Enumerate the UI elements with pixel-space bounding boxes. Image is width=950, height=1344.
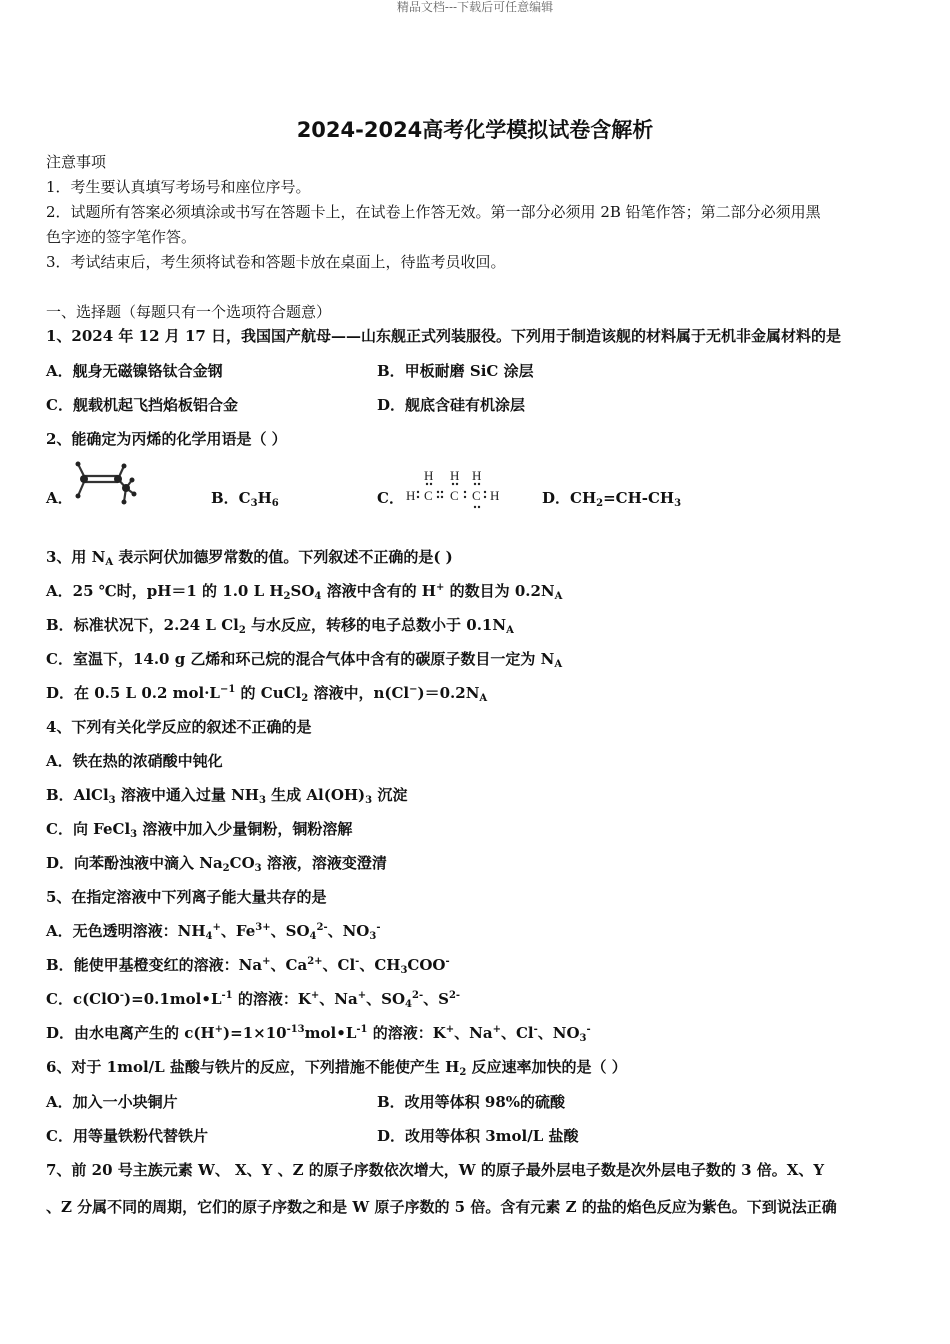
notice-item-2: 2．试题所有答案必须填涂或书写在答题卡上，在试卷上作答无效。第一部分必须用 2B 铅笔作答；第二部分必须用黑: [46, 203, 821, 221]
q1-option-d: D．舰底含硅有机涂层: [377, 396, 526, 414]
q1-option-a: A．舰身无磁镍铬钛合金钢: [46, 362, 223, 380]
q6-option-c: C．用等量铁粉代替铁片: [46, 1127, 208, 1145]
q4-option-a: A．铁在热的浓硝酸中钝化: [46, 752, 223, 770]
q2-option-d: D．$CH_2=CH-CH_3$: [542, 489, 682, 509]
q3-option-a: A．25 ℃时，pH＝1 的 1.0 L $H_2SO_4$ 溶液中含有的 H+ 的数目为 $0.2N_A$: [46, 582, 563, 602]
notice-item-2-cont: 色字迹的签字笔作答。: [46, 228, 197, 246]
svg-text:C: C: [472, 488, 481, 503]
q6-option-a: A．加入一小块铜片: [46, 1093, 178, 1111]
q4-stem: 4、下列有关化学反应的叙述不正确的是: [46, 718, 312, 736]
q1-stem: 1、2024 年 12 月 17 日，我国国产航母——山东舰正式列装服役。下列用于制造该舰的材料属于无机非金属材料的是: [46, 327, 842, 345]
q7-stem-line-1: 7、前 20 号主族元素 W、 X、Y 、Z 的原子序数依次增大，W 的原子最外层电子数是次外层电子数的 3 倍。X、Y: [46, 1161, 825, 1179]
q4-option-b: B．AlCl$_3$ 溶液中通入过量 $NH_3$ 生成 $Al(OH)_3$ 沉淀: [46, 786, 408, 806]
q2-option-b: B．$C_3H_6$: [211, 489, 279, 509]
q3-stem: 3、用 $N_A$ 表示阿伏加德罗常数的值。下列叙述不正确的是( ): [46, 548, 453, 568]
propene-ball-stick-model: [74, 458, 140, 510]
svg-text:H: H: [406, 488, 416, 503]
q5-stem: 5、在指定溶液中下列离子能大量共存的是: [46, 888, 327, 906]
q4-option-c: C．向 FeCl$_3$ 溶液中加入少量铜粉，铜粉溶解: [46, 820, 353, 840]
q5-option-a: A．无色透明溶液：$NH_4^+$、$Fe^{3+}$、$SO_4^{2-}$、$NO_3^-$: [46, 922, 381, 942]
q5-option-d: D．由水电离产生的 $c(H^+)=1\times 10^{-13}mol•L^{-1}$ 的溶液：K+、Na+、Cl-、$NO_3^-$: [46, 1024, 591, 1044]
section-heading: 一、选择题（每题只有一个选项符合题意）: [46, 303, 332, 321]
q2-option-a: A．: [46, 489, 73, 507]
q3-option-d: D．在 0.5 L 0.2 $mol\cdot L^{-1}$ 的 CuCl$_2$ 溶液中，$n(Cl^-)=0.2N_A$: [46, 684, 488, 704]
q6-stem: 6、对于 1mol/L 盐酸与铁片的反应，下列措施不能使产生 $H_2$ 反应速率加快的是（ ）: [46, 1058, 627, 1078]
propene-electron-dot-formula: [404, 466, 504, 512]
q6-option-d: D．改用等体积 3mol/L 盐酸: [377, 1127, 579, 1145]
notice-heading: 注意事项: [46, 153, 107, 171]
svg-text:H: H: [490, 488, 500, 503]
q1-option-b: B．甲板耐磨 SiC 涂层: [377, 362, 534, 380]
page-header: 精品文档---下载后可任意编辑: [396, 0, 554, 14]
q3-option-c: C．室温下，14.0 g 乙烯和环己烷的混合气体中含有的碳原子数目一定为 $N_A$: [46, 650, 563, 670]
q4-option-d: D．向苯酚浊液中滴入 $Na_2CO_3$ 溶液，溶液变澄清: [46, 854, 387, 874]
q5-option-c: C．$c(ClO^-)=0.1mol•L^{-1}$ 的溶液：K+、Na+、$SO_4^{2-}$、$S^{2-}$: [46, 990, 461, 1010]
q5-option-b: B．能使甲基橙变红的溶液：Na+、$Ca^{2+}$、Cl-、$CH_3COO^-$: [46, 956, 450, 976]
page-title: 2024-2024高考化学模拟试卷含解析: [296, 118, 654, 142]
svg-text:H: H: [424, 468, 434, 483]
notice-item-3: 3．考试结束后，考生须将试卷和答题卡放在桌面上，待监考员收回。: [46, 253, 506, 271]
q2-stem: 2、能确定为丙烯的化学用语是（ ）: [46, 430, 287, 448]
svg-text:H: H: [472, 468, 482, 483]
q7-stem-line-2: 、Z 分属不同的周期，它们的原子序数之和是 W 原子序数的 5 倍。含有元素 Z 的盐的焰色反应为紫色。下到说法正确: [46, 1198, 837, 1216]
q2-option-c: C．: [377, 489, 404, 507]
svg-text:H: H: [450, 468, 460, 483]
svg-text:C: C: [450, 488, 459, 503]
svg-text:C: C: [424, 488, 433, 503]
q3-option-b: B．标准状况下，2.24 L $Cl_2$ 与水反应，转移的电子总数小于 $0.1N_A$: [46, 616, 514, 636]
notice-item-1: 1．考生要认真填写考场号和座位序号。: [46, 178, 311, 196]
q6-option-b: B．改用等体积 98%的硫酸: [377, 1093, 566, 1111]
q1-option-c: C．舰载机起飞挡焰板铝合金: [46, 396, 238, 414]
